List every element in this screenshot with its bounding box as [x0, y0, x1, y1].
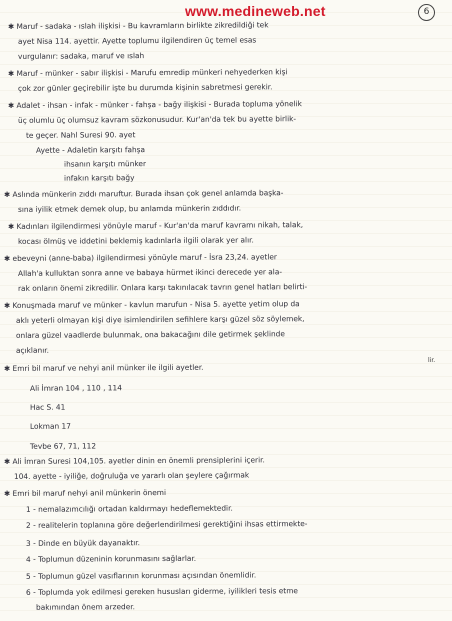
note-line: 2 - realitelerin toplanına göre değerlendirilmesi gerektiğini ihsas ettirmekte-	[25, 519, 308, 530]
note-line: 3 - Dinde en büyük dayanaktır.	[25, 538, 141, 548]
note-line: vurgulanır: sadaka, maruf ve ıslah	[17, 51, 145, 61]
note-line: açıklanır.	[15, 345, 49, 355]
note-line: infakın karşıtı bağy	[63, 173, 135, 183]
note-line: ✱ Maruf - münker - sabır ilişkisi - Marufu emredip münkeri nehyederken kişi	[7, 67, 288, 78]
note-line: 1 - nemalazımcılığı ortadan kaldırmayı hedeflemektedir.	[25, 503, 233, 514]
note-line: Hac S. 41	[29, 402, 66, 412]
note-line: ✱ Kadınları ilgilendirmesi yönüyle maruf - Kur'an'da maruf kavramı nikah, talak,	[7, 220, 304, 231]
note-line: üç olumlu üç olumsuz kavram sözkonusudur. Kur'an'da tek bu ayette birlik-	[17, 114, 297, 125]
note-line: ✱ Emri bil maruf ve nehyi anil münker ile ilgili ayetler.	[3, 362, 204, 373]
note-line: Ali İmran 104 , 110 , 114	[29, 383, 122, 393]
website-watermark: www.medineweb.net	[185, 3, 326, 19]
note-line: çok zor günler geçirebilir işte bu durumda kişinin sabretmesi gerekir.	[17, 82, 273, 93]
note-line: Ayette - Adaletin karşıtı fahşa	[35, 145, 146, 155]
note-line: sına iyilik etmek demek olup, bu anlamda münkerin zıddıdır.	[17, 203, 242, 214]
note-line: Tevbe 67, 71, 112	[29, 441, 97, 451]
note-line: ✱ Aslında münkerin zıddı maruftur. Burada ihsan çok genel anlamda başka-	[3, 188, 284, 199]
note-line: 104. ayette - iyiliğe, doğruluğa ve yararlı olan şeylere çağırmak	[13, 470, 250, 481]
note-line: 4 - Toplumun düzeninin korunmasını sağlarlar.	[25, 553, 197, 564]
note-line: ✱ Adalet - ihsan - infak - münker - fahşa - bağy ilişkisi - Burada topluma yönelik	[7, 99, 302, 110]
note-line: onlara güzel vaadlerde bulunmak, ona bakacağını dile getirmek şeklinde	[15, 329, 285, 340]
note-line: ihsanın karşıtı münker	[63, 159, 147, 169]
note-line: ayet Nisa 114. ayettir. Ayette toplumu ilgilendiren üç temel esas	[17, 35, 257, 46]
note-line: 5 - Toplumun güzel vasıflarının korunması açısından önemlidir.	[25, 570, 257, 581]
note-line: ✱ ebeveyni (anne-baba) ilgilendirmesi yönüyle maruf - İsra 23,24. ayetler	[3, 252, 277, 263]
note-line: kocası ölmüş ve iddetini beklemiş kadınlarla ilgili olarak yer alır.	[17, 235, 254, 246]
note-line: ✱ Maruf - sadaka - ıslah ilişkisi - Bu kavramların birlikte zikredildiği tek	[7, 20, 269, 31]
note-line: ✱ Emri bil maruf nehyi anil münkerin önemi	[3, 487, 167, 498]
note-line: aklı yeterli olmayan kişi diye isimlendirilen sefihlere karşı güzel söz söylemek,	[15, 314, 305, 325]
page-number: 6	[418, 4, 435, 21]
note-line: Allah'a kulluktan sonra anne ve babaya hürmet ikinci derecede yer ala-	[17, 267, 283, 278]
note-line: ✱ Konuşmada maruf ve münker - kavlun marufun - Nisa 5. ayette yetim olup da	[3, 299, 300, 310]
note-line: rak onların önemi zikredilir. Onlara karşı takınılacak tavrın genel hatları belirti-	[17, 282, 308, 293]
margin-note: lir.	[428, 357, 436, 364]
note-line: Lokman 17	[29, 421, 71, 431]
note-line: 6 - Toplumda yok edilmesi gereken hususları giderme, iyilikleri tesis etme	[25, 586, 298, 597]
note-line: ✱ Ali İmran Suresi 104,105. ayetler dinin en önemli prensiplerini içerir.	[3, 455, 265, 466]
note-line: bakımından önem arzeder.	[35, 602, 136, 612]
note-line: te geçer. Nahl Suresi 90. ayet	[25, 130, 136, 140]
